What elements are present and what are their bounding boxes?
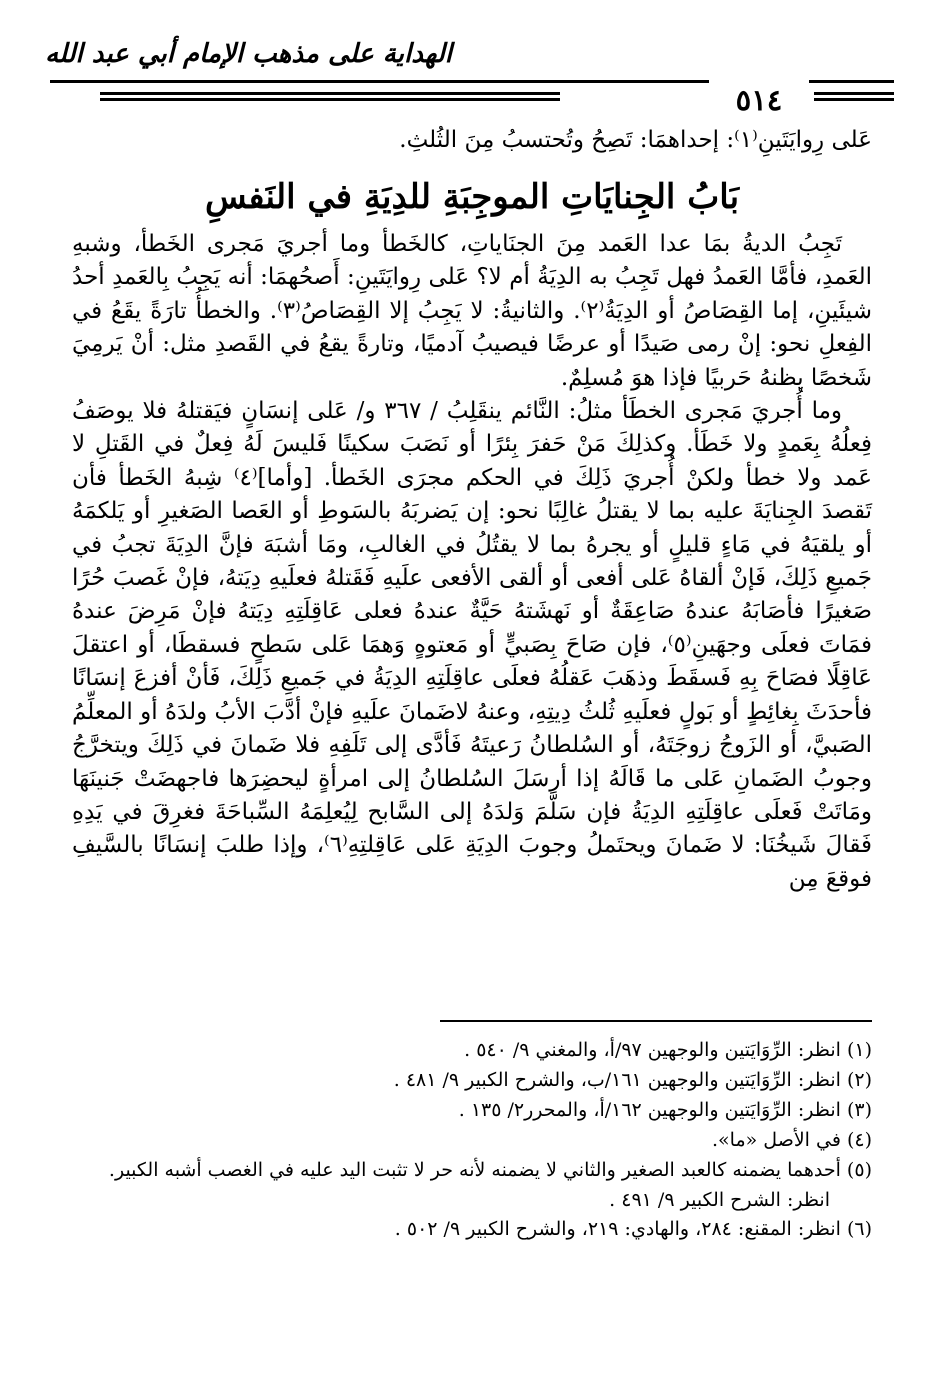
page-number-rule-left-2 xyxy=(100,98,560,101)
opening-paragraph: عَلى رِوايَتَينِ⁽١⁾: إحداهمَا: تَصِحُ وتُحتسبُ مِنَ الثُلثِ. xyxy=(399,127,872,153)
footnote-separator xyxy=(440,1020,872,1022)
body-paragraph: تَجِبُ الديةُ بمَا عدا العَمد مِنَ الجنَاياتِ، كالخَطأ وما أجريَ مَجرى الخَطأ، وشبهِ العَمدِ، فأمَّا العَمدُ فهل تَجِبُ به الدِيَةُ أم لا؟ عَلى رِوايَتَينِ: أَصحُهمَا: أنه يَجِبُ بِالعَمدِ أحدُ شيئَينِ، إما القِصَاصُ أو الدِيَةُ⁽٢⁾. والثانيةُ: لا يَجِبُ إلا القِصَاصُ⁽٣⁾. والخطأُ تارَةً يقَعُ في الفِعلِ نحو: إنْ رمى صَيدًا أو عرضًا فيصيبُ آدميًا، وتارةً يقعُ في القَصدِ مثل: أنْ يَرمِيَ شَخصًا يظنهُ حَربيًا فإذا هوَ مُسلِمٌ. xyxy=(72,231,872,391)
running-title: الهداية على مذهب الإمام أبي عبد الله xyxy=(45,39,452,69)
footnote: (٤) في الأصل «ما». xyxy=(712,1129,872,1151)
page-number-rule-right-2 xyxy=(814,98,894,101)
footnote: (٣) انظر: الرِّوَايَتين والوجهين ١٦٢/أ، والمحرر٢/ ١٣٥ . xyxy=(458,1099,872,1121)
body-paragraph: وما أُجريَ مَجرى الخطَأ مثلُ: النَّائم ينقَلِبُ / ٣٦٧ و/ عَلى إنسَانٍ فيَقتلهُ فلا يوصَفُ فِعلُهُ بِعَمدٍ ولا خَطَأ. وكذلِكَ مَنْ حَفرَ بِئرًا أو نَصَبَ سكينًا فَليسَ لَهُ فِعلٌ في القَتلِ لا عَمد ولا خطأ ولكنْ أُجريَ ذَلِكَ في الحكم مجرَى الخَطأ. [وأما]⁽٤⁾ شِبهُ الخَطأ فأن تَقصدَ الجِنايَةَ عليه بما لا يقتلُ غالِبًا نحو: إن يَضربَهُ بالسَوطِ أو العَصا الصَغيرِ أو يَلكمَهُ أو يلقيَهُ في مَاءٍ قليلٍ أو يجرهُ بما لا يقتُلُ في الغالبِ، ومَا أشبَهَ فإنَّ الدِيَةَ تجبُ في جَميعِ ذَلِكَ، فَإنْ ألقاهُ عَلى أفعى أو ألقى الأفعى علَيهِ فَقَتلهُ فعلَيهِ دِيَتهُ، فإنْ غَصبَ حُرًا صَغيرًا فأصَابَهُ عندهُ صَاعِقَةٌ أو نَهشَتهُ حَيَّةٌ عندهُ فعلى عَاقِلَتِهِ دِيَتهُ فإنْ مَرِضَ عندهُ فمَاتَ فعلَى وجهَينِ⁽٥⁾، فإن صَاحَ بِصَبيٍّ أو مَعتوهٍ وَهمَا عَلى سَطحٍ فسقطَا، أو اعتقلَ عَاقِلًا فصَاحَ بِهِ فَسقَطَ وذهَبَ عَقلُهُ فعلَى عاقِلَتِهِ الدِيَةُ في جَميعِ ذَلِكَ، فَأنْ أفزعَ إنسَانًا فأحدَثَ بِغائِطٍ أو بَولٍ فعلَيهِ ثُلثُ دِيتِهِ، وعنهُ لاضَمانَ علَيهِ فإنْ أدَّبَ الأبُ ولدَهُ أو المعلِّمُ الصَبيَّ، أو الزَوجُ زوجَتَهُ، أو السُلطانُ رَعيتَهُ فَأدَّى إلى تَلَفِهِ فلا ضَمانَ في ذَلِكَ ويتخرَّجُ وجوبُ الضَمانِ عَلى ما قَالَهُ إذا أرسَلَ السُلطانُ إلى امرأةٍ ليحضِرَها فاجهضَتْ جَنينَهَا ومَاتَتْ فَعلَى عاقِلَتِهِ الدِيَةُ فإن سَلَّمَ وَلدَهُ إلى السَّابح لِيُعلِمَهُ السِّباحَةَ فغرِقَ في يَدِهِ فَقالَ شَيخُنَا: لا ضَمانَ ويحتَملُ وجوبَ الدِيَةِ عَلى عَاقِلتِهِ⁽٦⁾، وإذا طلبَ إنسَانًا بالسَّيفِ فوقعَ مِن xyxy=(72,398,872,892)
page-number: ٥١٤ xyxy=(709,80,809,120)
opening-line xyxy=(72,124,872,157)
chapter-heading: بَابُ الجِنايَاتِ الموجِبَةِ للدِيَةِ في النَفسِ xyxy=(204,177,740,217)
footnote: (١) انظر: الرِّوَايَتين والوجهين ٩٧/أ، والمغني ٩/ ٥٤٠ . xyxy=(464,1039,872,1061)
page-number-rule-right xyxy=(814,92,894,95)
footnote: (٦) انظر: المقنع: ٢٨٤، والهادي: ٢١٩، والشرح الكبير ٩/ ٥٠٢ . xyxy=(394,1218,872,1240)
footnotes xyxy=(72,1036,872,1245)
footnote: (٢) انظر: الرِّوَايَتين والوجهين ١٦١/ب، والشرح الكبير ٩/ ٤٨١ . xyxy=(393,1069,872,1091)
footnote-continuation: انظر: الشرح الكبير ٩/ ٤٩١ . xyxy=(609,1189,830,1211)
main-text xyxy=(72,228,872,896)
footnote: (٥) أحدهما يضمنه كالعبد الصغير والثاني لا يضمنه لأنه حر لا تثبت اليد عليه في الغصب أشبه الكبير. xyxy=(108,1159,872,1181)
page-number-rule-left xyxy=(100,92,560,95)
